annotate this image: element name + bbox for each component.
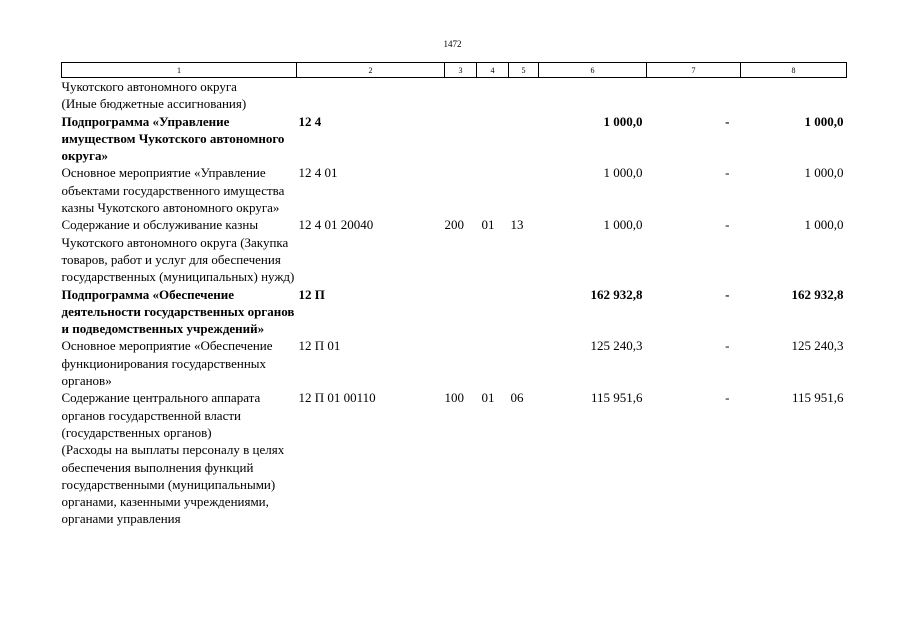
column-header: 7 (647, 63, 741, 78)
section-code (477, 113, 509, 165)
expense-type-code (445, 113, 477, 165)
column-header: 6 (539, 63, 647, 78)
subsection-code (509, 286, 539, 338)
expense-type-code: 100 (444, 390, 464, 406)
total-value: 1 000,0 (804, 113, 844, 129)
subsection-code: 13 (510, 217, 524, 233)
subsection-code (509, 164, 539, 216)
amount-value: 115 951,6 (590, 390, 643, 406)
subsection-code (509, 337, 539, 389)
table-row (62, 216, 847, 285)
amount-value: 1 000,0 (603, 113, 643, 129)
section-code (477, 78, 509, 113)
table-row (62, 78, 847, 113)
total-value: 115 951,6 (791, 390, 844, 406)
amount-value (539, 78, 647, 113)
section-code (477, 164, 509, 216)
change-value (647, 78, 741, 113)
table-row (62, 164, 847, 216)
subsection-code (509, 78, 539, 113)
section-code: 01 (481, 217, 495, 233)
column-header: 3 (445, 63, 477, 78)
column-number-row (62, 63, 847, 78)
target-article-code: 12 4 01 20040 (298, 217, 374, 233)
expense-type-code (445, 337, 477, 389)
column-header: 5 (509, 63, 539, 78)
target-article-code (297, 78, 445, 113)
change-value: - (725, 165, 730, 181)
budget-table (61, 62, 847, 528)
total-value: 1 000,0 (804, 165, 844, 181)
column-header: 8 (741, 63, 847, 78)
row-description: Чукотского автономного округа (Иные бюджетные ассигнования) (61, 79, 247, 112)
row-description: Основное мероприятие «Управление объектами государственного имущества казны Чукотского автономного округа» (61, 165, 285, 216)
target-article-code: 12 4 (298, 113, 322, 129)
column-header: 4 (477, 63, 509, 78)
table-row (62, 286, 847, 338)
table-row (62, 113, 847, 165)
amount-value: 125 240,3 (590, 338, 643, 354)
expense-type-code (445, 286, 477, 338)
table-body (62, 78, 847, 528)
column-header: 1 (62, 63, 297, 78)
target-article-code: 12 П 01 00110 (298, 390, 376, 406)
expense-type-code (445, 78, 477, 113)
target-article-code: 12 4 01 (298, 165, 338, 181)
section-code (477, 286, 509, 338)
section-code (477, 337, 509, 389)
amount-value: 1 000,0 (603, 165, 643, 181)
amount-value: 1 000,0 (603, 217, 643, 233)
row-description: Содержание и обслуживание казны Чукотского автономного округа (Закупка товаров, работ и услуг для обеспечения государственных (муниципальных) нужд) (61, 217, 295, 285)
subsection-code (509, 113, 539, 165)
total-value: 125 240,3 (791, 338, 844, 354)
expense-type-code (445, 164, 477, 216)
row-description: Подпрограмма «Управление имуществом Чукотского автономного округа» (61, 113, 285, 164)
target-article-code: 12 П (298, 286, 325, 302)
total-value (741, 78, 847, 113)
expense-type-code: 200 (444, 217, 464, 233)
row-description: Подпрограмма «Обеспечение деятельности государственных органов и подведомственных учреждений» (61, 286, 295, 337)
column-header: 2 (297, 63, 445, 78)
row-description: Основное мероприятие «Обеспечение функционирования государственных органов» (61, 338, 273, 389)
table-row (62, 337, 847, 389)
change-value: - (725, 113, 730, 129)
table-row (62, 389, 847, 527)
total-value: 162 932,8 (791, 286, 844, 302)
change-value: - (725, 286, 730, 302)
change-value: - (725, 338, 730, 354)
total-value: 1 000,0 (804, 217, 844, 233)
change-value: - (725, 217, 730, 233)
change-value: - (725, 390, 730, 406)
amount-value: 162 932,8 (590, 286, 643, 302)
subsection-code: 06 (510, 390, 524, 406)
row-description: Содержание центрального аппарата органов государственной власти (государственных органов) (Расходы на выплаты персоналу в целях обеспечения выполнения функций государственными (муниципальными) органами, казенными учреждениями, органами управления (61, 390, 285, 527)
target-article-code: 12 П 01 (298, 338, 341, 354)
page-number: 1472 (443, 39, 462, 49)
section-code: 01 (481, 390, 495, 406)
